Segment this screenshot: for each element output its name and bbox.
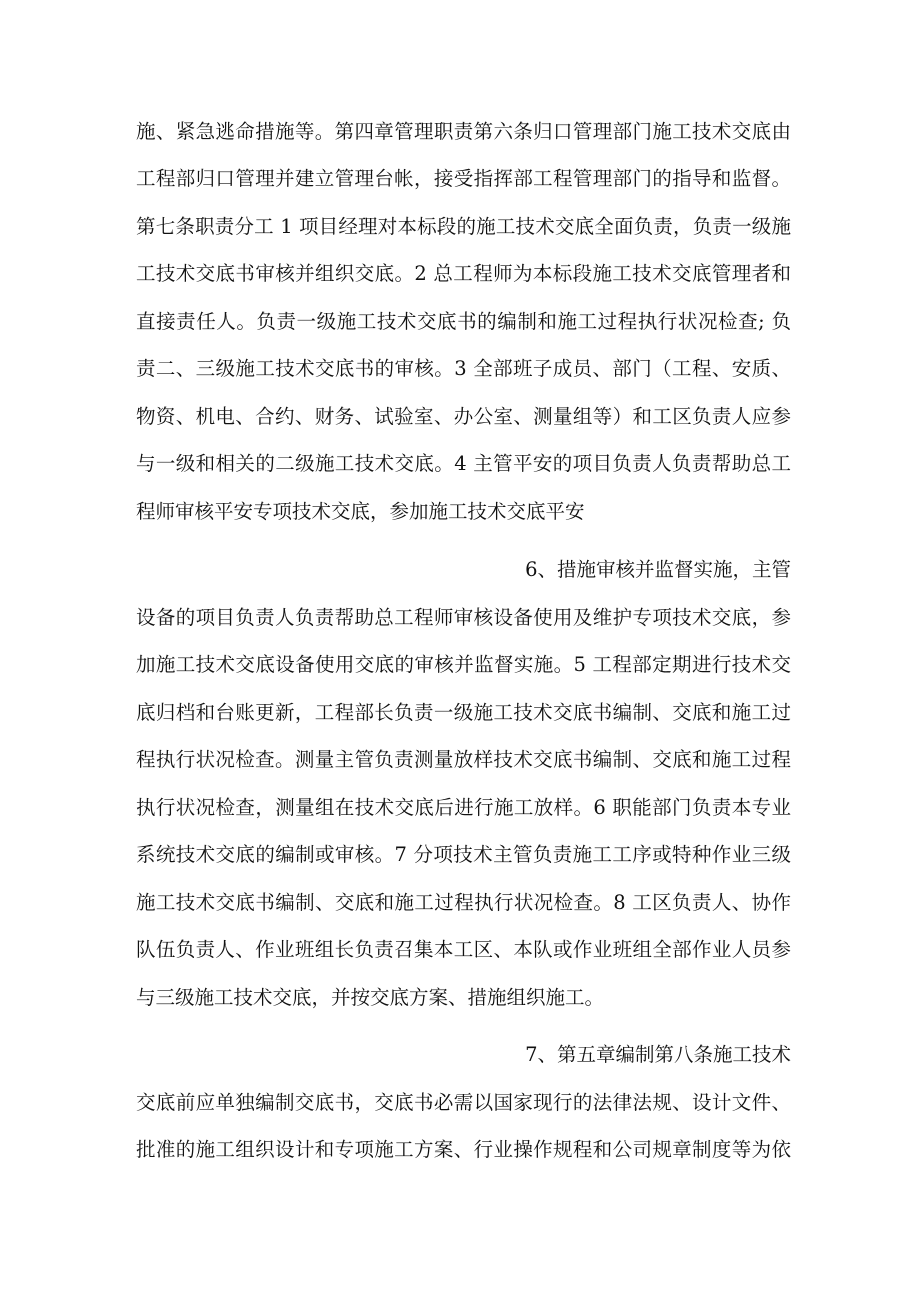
text-line-21: 交底前应单独编制交底书，交底书必需以国家现行的法律法规、设计文件、 — [136, 1091, 791, 1114]
text-line-7: 物资、机电、合约、财务、试验室、办公室、测量组等）和工区负责人应参 — [136, 405, 791, 428]
text-line-12: 加施工技术交底设备使用交底的审核并监督实施。5 工程部定期进行技术交 — [136, 653, 791, 676]
text-line-5: 直接责任人。负责一级施工技术交底书的编制和施工过程执行状况检查; 负 — [136, 310, 791, 333]
text-line-11: 设备的项目负责人负责帮助总工程师审核设备使用及维护专项技术交底，参 — [136, 606, 791, 629]
text-line-14: 程执行状况检查。测量主管负责测量放样技术交底书编制、交底和施工过程 — [136, 748, 791, 771]
text-line-6: 责二、三级施工技术交底书的审核。3 全部班子成员、部门（工程、安质、 — [136, 357, 791, 380]
text-line-16: 系统技术交底的编制或审核。7 分项技术主管负责施工工序或特种作业三级 — [136, 843, 791, 866]
text-line-20: 7、第五章编制第八条施工技术 — [525, 1043, 791, 1066]
text-line-4: 工技术交底书审核并组织交底。2 总工程师为本标段施工技术交底管理者和 — [136, 262, 791, 285]
text-line-22: 批准的施工组织设计和专项施工方案、行业操作规程和公司规章制度等为依 — [136, 1138, 791, 1161]
text-line-3: 第七条职责分工 1 项目经理对本标段的施工技术交底全面负责，负责一级施 — [136, 215, 791, 238]
text-line-1: 施、紧急逃命措施等。第四章管理职责第六条归口管理部门施工技术交底由 — [136, 120, 791, 143]
text-line-9: 程师审核平安专项技术交底，参加施工技术交底平安 — [136, 500, 585, 523]
text-line-2: 工程部归口管理并建立管理台帐，接受指挥部工程管理部门的指导和监督。 — [136, 167, 791, 190]
text-line-18: 队伍负责人、作业班组长负责召集本工区、本队或作业班组全部作业人员参 — [136, 938, 791, 961]
text-line-8: 与一级和相关的二级施工技术交底。4 主管平安的项目负责人负责帮助总工 — [136, 452, 791, 475]
text-line-13: 底归档和台账更新，工程部长负责一级施工技术交底书编制、交底和施工过 — [136, 701, 791, 724]
text-line-19: 与三级施工技术交底，并按交底方案、措施组织施工。 — [136, 986, 605, 1009]
text-line-17: 施工技术交底书编制、交底和施工过程执行状况检查。8 工区负责人、协作 — [136, 891, 791, 914]
text-line-15: 执行状况检查，测量组在技术交底后进行施工放样。6 职能部门负责本专业 — [136, 796, 791, 819]
text-line-10: 6、措施审核并监督实施，主管 — [525, 558, 791, 581]
